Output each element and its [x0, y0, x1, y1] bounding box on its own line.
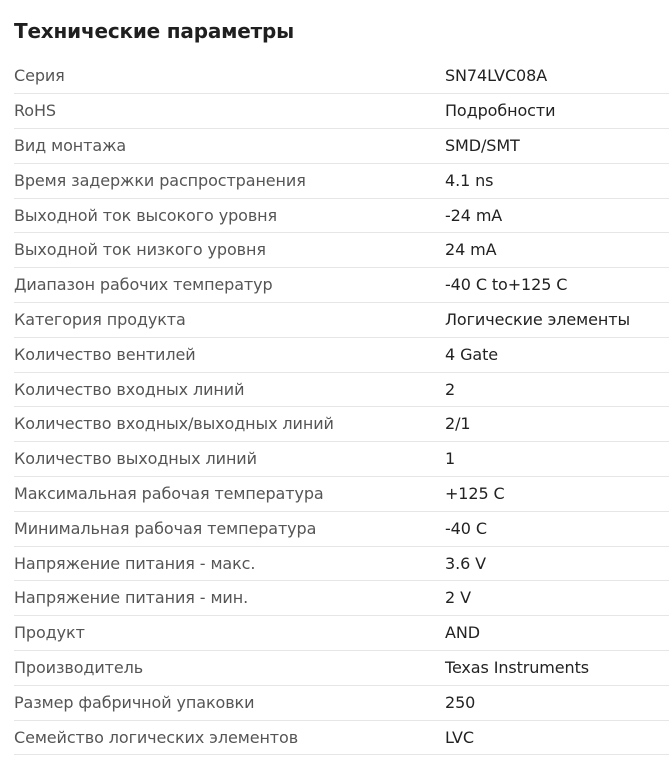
spec-value: Texas Instruments [445, 657, 589, 677]
spec-row [14, 198, 669, 233]
spec-value: +125 C [445, 483, 505, 503]
spec-row [14, 233, 669, 268]
spec-value: 3.6 V [445, 553, 486, 573]
spec-row [14, 616, 669, 651]
spec-row [14, 59, 669, 94]
spec-label: Напряжение питания - мин. [14, 588, 249, 608]
spec-row [14, 442, 669, 477]
spec-value: 2/1 [445, 414, 471, 434]
spec-label: RoHS [14, 101, 56, 121]
spec-value: -40 C to+125 C [445, 275, 568, 295]
spec-label: Серия [14, 66, 65, 86]
spec-value: 2 V [445, 588, 471, 608]
spec-value: 4.1 ns [445, 170, 494, 190]
spec-label: Выходной ток высокого уровня [14, 205, 278, 225]
spec-row [14, 651, 669, 686]
spec-label: Количество входных линий [14, 379, 245, 399]
spec-label: Минимальная рабочая температура [14, 518, 317, 538]
spec-label: Напряжение питания - макс. [14, 553, 256, 573]
spec-value: Подробности [445, 101, 556, 121]
spec-label: Размер фабричной упаковки [14, 692, 255, 712]
spec-row [14, 546, 669, 581]
spec-row [14, 477, 669, 512]
spec-value: 2 [445, 379, 456, 399]
spec-label: Диапазон рабочих температур [14, 275, 273, 295]
spec-value: 4 Gate [445, 344, 498, 364]
spec-label: Количество выходных линий [14, 449, 257, 469]
spec-value: AND [445, 623, 480, 643]
spec-label: Максимальная рабочая температура [14, 483, 324, 503]
spec-label: Выходной ток низкого уровня [14, 240, 266, 260]
spec-label: Вид монтажа [14, 135, 127, 155]
spec-label: Количество входных/выходных линий [14, 414, 334, 434]
spec-row [14, 337, 669, 372]
spec-value: 24 mA [445, 240, 497, 260]
spec-value: LVC [445, 727, 474, 747]
spec-value: Логические элементы [445, 309, 630, 329]
spec-row [14, 129, 669, 164]
spec-row [14, 268, 669, 303]
spec-row [14, 685, 669, 720]
section-title: Технические параметры [14, 19, 295, 43]
spec-label: Категория продукта [14, 309, 186, 329]
spec-value: -40 C [445, 518, 487, 538]
spec-value: -24 mA [445, 205, 503, 225]
spec-label: Время задержки распространения [14, 170, 306, 190]
spec-row [14, 94, 669, 129]
spec-row [14, 303, 669, 338]
spec-row [14, 372, 669, 407]
specs-table [14, 59, 669, 755]
spec-row [14, 407, 669, 442]
spec-value: SMD/SMT [445, 135, 520, 155]
spec-row [14, 720, 669, 755]
spec-label: Количество вентилей [14, 344, 196, 364]
spec-row [14, 511, 669, 546]
spec-row [14, 163, 669, 198]
spec-row [14, 581, 669, 616]
spec-value: 1 [445, 449, 456, 469]
specs-table-body [14, 59, 669, 755]
spec-label: Производитель [14, 657, 144, 677]
spec-label: Семейство логических элементов [14, 727, 299, 747]
spec-label: Продукт [14, 623, 85, 643]
spec-value: SN74LVC08A [445, 66, 548, 86]
spec-value: 250 [445, 692, 476, 712]
